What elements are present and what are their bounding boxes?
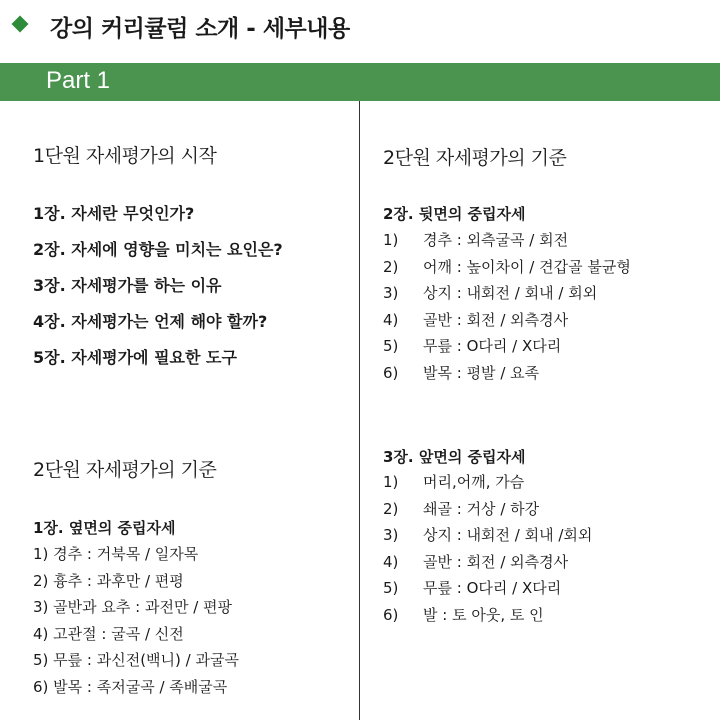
list-text: 쇄골 : 거상 / 하강 bbox=[423, 499, 540, 518]
list-item bbox=[383, 496, 592, 523]
list-item bbox=[383, 549, 592, 576]
list-number: 1) bbox=[383, 231, 399, 249]
list-item bbox=[383, 307, 631, 334]
list-number: 6) bbox=[383, 605, 399, 624]
list-item bbox=[383, 227, 631, 254]
back-posture-list bbox=[383, 227, 631, 387]
list-number: 3) bbox=[383, 526, 399, 545]
list-item bbox=[383, 333, 631, 360]
list-number: 4) bbox=[383, 310, 399, 329]
list-number: 3) bbox=[383, 284, 399, 303]
list-item: 1) 경추 : 거북목 / 일자목 bbox=[33, 545, 199, 563]
list-item bbox=[383, 280, 631, 307]
list-item: 2) 흉추 : 과후만 / 편평 bbox=[33, 571, 184, 590]
unit1-chapter-list bbox=[33, 196, 283, 376]
list-item: 4) 고관절 : 굴곡 / 신전 bbox=[33, 624, 184, 643]
list-item: 3) 골반과 요추 : 과전만 / 편팡 bbox=[33, 598, 233, 616]
chapter-item: 3장. 자세평가를 하는 이유 bbox=[33, 276, 222, 295]
part-label: Part 1 bbox=[46, 67, 111, 94]
side-posture-list bbox=[33, 541, 239, 700]
list-number: 2) bbox=[383, 257, 399, 276]
list-item bbox=[383, 254, 631, 281]
header bbox=[0, 0, 720, 58]
list-text: 무릎 : O다리 / X다리 bbox=[423, 579, 562, 598]
list-text: 발 : 토 아웃, 토 인 bbox=[423, 605, 544, 624]
list-item bbox=[383, 602, 592, 629]
unit2-title-right: 2단원 자세평가의 기준 bbox=[383, 147, 567, 169]
chapter-item: 5장. 자세평가에 필요한 도구 bbox=[33, 348, 237, 367]
list-text: 경추 : 외측굴곡 / 회전 bbox=[423, 231, 569, 249]
list-text: 무릎 : O다리 / X다리 bbox=[423, 337, 562, 356]
list-item bbox=[383, 522, 592, 549]
list-text: 골반 : 회전 / 외측경사 bbox=[423, 310, 569, 329]
list-number: 2) bbox=[383, 499, 399, 518]
chapter-item: 4장. 자세평가는 언제 해야 할까? bbox=[33, 312, 268, 331]
chapter-title-side: 1장. 옆면의 중립자세 bbox=[33, 519, 176, 537]
chapter-title-front: 3장. 앞면의 중립자세 bbox=[383, 448, 526, 466]
list-number: 6) bbox=[383, 363, 399, 382]
list-number: 5) bbox=[383, 337, 399, 356]
diamond-bullet-icon bbox=[12, 16, 29, 33]
chapter-title-back: 2장. 뒷면의 중립자세 bbox=[383, 205, 526, 223]
unit1-title: 1단원 자세평가의 시작 bbox=[33, 145, 217, 167]
part-banner bbox=[0, 63, 720, 101]
list-number: 4) bbox=[383, 552, 399, 571]
list-item: 5) 무릎 : 과신전(백니) / 과굴곡 bbox=[33, 651, 239, 669]
list-text: 어깨 : 높이차이 / 견갑골 불균형 bbox=[423, 257, 631, 276]
list-number: 1) bbox=[383, 473, 399, 491]
list-text: 발목 : 평발 / 요족 bbox=[423, 363, 540, 382]
list-text: 머리,어깨, 가슴 bbox=[423, 473, 525, 491]
column-divider bbox=[359, 101, 360, 720]
list-text: 상지 : 내회전 / 회내 / 회외 bbox=[423, 284, 598, 303]
list-item: 6) 발목 : 족저굴곡 / 족배굴곡 bbox=[33, 677, 228, 696]
front-posture-list bbox=[383, 469, 592, 629]
list-item bbox=[383, 575, 592, 602]
list-text: 골반 : 회전 / 외측경사 bbox=[423, 552, 569, 571]
chapter-item: 1장. 자세란 무엇인가? bbox=[33, 204, 195, 223]
page-title: 강의 커리큘럼 소개 - 세부내용 bbox=[50, 16, 350, 42]
chapter-item: 2장. 자세에 영향을 미치는 요인은? bbox=[33, 240, 283, 259]
list-number: 5) bbox=[383, 579, 399, 598]
list-text: 상지 : 내회전 / 회내 /회외 bbox=[423, 526, 593, 545]
list-item bbox=[383, 469, 592, 496]
list-item bbox=[383, 360, 631, 387]
unit2-title-left: 2단원 자세평가의 기준 bbox=[33, 459, 217, 481]
